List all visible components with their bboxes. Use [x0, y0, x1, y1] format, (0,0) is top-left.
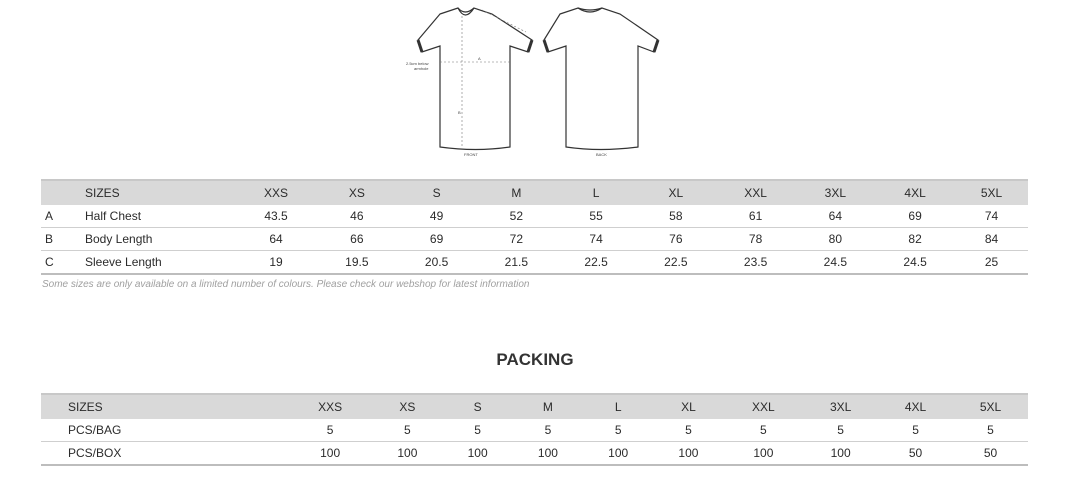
cell: 100	[653, 442, 723, 466]
cell: 43.5	[235, 205, 317, 228]
cell: 5	[372, 419, 442, 442]
header-m: M	[476, 180, 556, 205]
cell: 100	[288, 442, 372, 466]
cell: 24.5	[795, 251, 875, 275]
cell: 64	[235, 228, 317, 251]
table-row	[41, 419, 1028, 442]
cell: 64	[795, 205, 875, 228]
front-tshirt-outline	[418, 8, 532, 150]
cell: 5	[953, 419, 1028, 442]
cell: 5	[803, 419, 878, 442]
cell: 46	[317, 205, 397, 228]
header-l: L	[556, 180, 636, 205]
cell: 50	[878, 442, 953, 466]
header-m: M	[513, 394, 583, 419]
cell: 25	[955, 251, 1028, 275]
row-letter: B	[41, 228, 85, 251]
cell: 49	[397, 205, 477, 228]
cell: 5	[513, 419, 583, 442]
row-letter: A	[41, 205, 85, 228]
cell: 61	[716, 205, 796, 228]
cell: 82	[875, 228, 955, 251]
cell: 55	[556, 205, 636, 228]
measure-note-2: armhole	[414, 66, 429, 71]
cell: 19	[235, 251, 317, 275]
size-chart-header-row	[41, 180, 1028, 205]
header-s: S	[397, 180, 477, 205]
header-xxs: XXS	[288, 394, 372, 419]
cell: 66	[317, 228, 397, 251]
header-4xl: 4XL	[875, 180, 955, 205]
header-5xl: 5XL	[953, 394, 1028, 419]
header-l: L	[583, 394, 653, 419]
cell: 5	[878, 419, 953, 442]
header-sizes: SIZES	[85, 180, 235, 205]
front-label: FRONT	[464, 152, 478, 157]
cell: 80	[795, 228, 875, 251]
cell: 100	[724, 442, 804, 466]
header-xs: XS	[372, 394, 442, 419]
table-row	[41, 228, 1028, 251]
cell: 100	[803, 442, 878, 466]
header-4xl: 4XL	[878, 394, 953, 419]
header-xl: XL	[653, 394, 723, 419]
table-row	[41, 205, 1028, 228]
cell: 22.5	[636, 251, 716, 275]
header-xxl: XXL	[724, 394, 804, 419]
header-xxl: XXL	[716, 180, 796, 205]
cell: 5	[443, 419, 513, 442]
header-sizes: SIZES	[41, 394, 288, 419]
cell: 74	[556, 228, 636, 251]
cell: 21.5	[476, 251, 556, 275]
cell: 78	[716, 228, 796, 251]
table-row	[41, 251, 1028, 275]
cell: 20.5	[397, 251, 477, 275]
cell: 24.5	[875, 251, 955, 275]
packing-header-row	[41, 394, 1028, 419]
cell: 52	[476, 205, 556, 228]
row-label: Half Chest	[85, 205, 235, 228]
cell: 69	[875, 205, 955, 228]
cell: 50	[953, 442, 1028, 466]
tshirt-technical-drawing	[400, 2, 670, 162]
cell: 76	[636, 228, 716, 251]
row-label: Sleeve Length	[85, 251, 235, 275]
header-xl: XL	[636, 180, 716, 205]
header-spacer	[41, 180, 85, 205]
header-3xl: 3XL	[803, 394, 878, 419]
cell: 74	[955, 205, 1028, 228]
cell: 100	[513, 442, 583, 466]
cell: 100	[443, 442, 513, 466]
cell: 5	[724, 419, 804, 442]
row-letter: C	[41, 251, 85, 275]
cell: 19.5	[317, 251, 397, 275]
row-label: Body Length	[85, 228, 235, 251]
table-row	[41, 442, 1028, 466]
packing-title: PACKING	[496, 350, 574, 369]
header-xs: XS	[317, 180, 397, 205]
measure-note: 2.5cm below	[406, 61, 429, 66]
cell: 58	[636, 205, 716, 228]
back-tshirt-outline	[544, 8, 658, 150]
header-3xl: 3XL	[795, 180, 875, 205]
cell: 23.5	[716, 251, 796, 275]
availability-note: Some sizes are only available on a limited number of colours. Please check our webshop for latest information	[42, 279, 530, 290]
header-s: S	[443, 394, 513, 419]
row-label: PCS/BOX	[41, 442, 288, 466]
cell: 84	[955, 228, 1028, 251]
packing-table	[41, 393, 1028, 466]
cell: 5	[653, 419, 723, 442]
header-xxs: XXS	[235, 180, 317, 205]
size-chart-table	[41, 179, 1028, 275]
cell: 100	[583, 442, 653, 466]
cell: 5	[583, 419, 653, 442]
row-label: PCS/BAG	[41, 419, 288, 442]
back-label: BACK	[596, 152, 607, 157]
cell: 100	[372, 442, 442, 466]
header-5xl: 5XL	[955, 180, 1028, 205]
marker-b: B	[458, 110, 461, 115]
cell: 22.5	[556, 251, 636, 275]
marker-a: A	[478, 56, 481, 61]
cell: 5	[288, 419, 372, 442]
cell: 69	[397, 228, 477, 251]
cell: 72	[476, 228, 556, 251]
